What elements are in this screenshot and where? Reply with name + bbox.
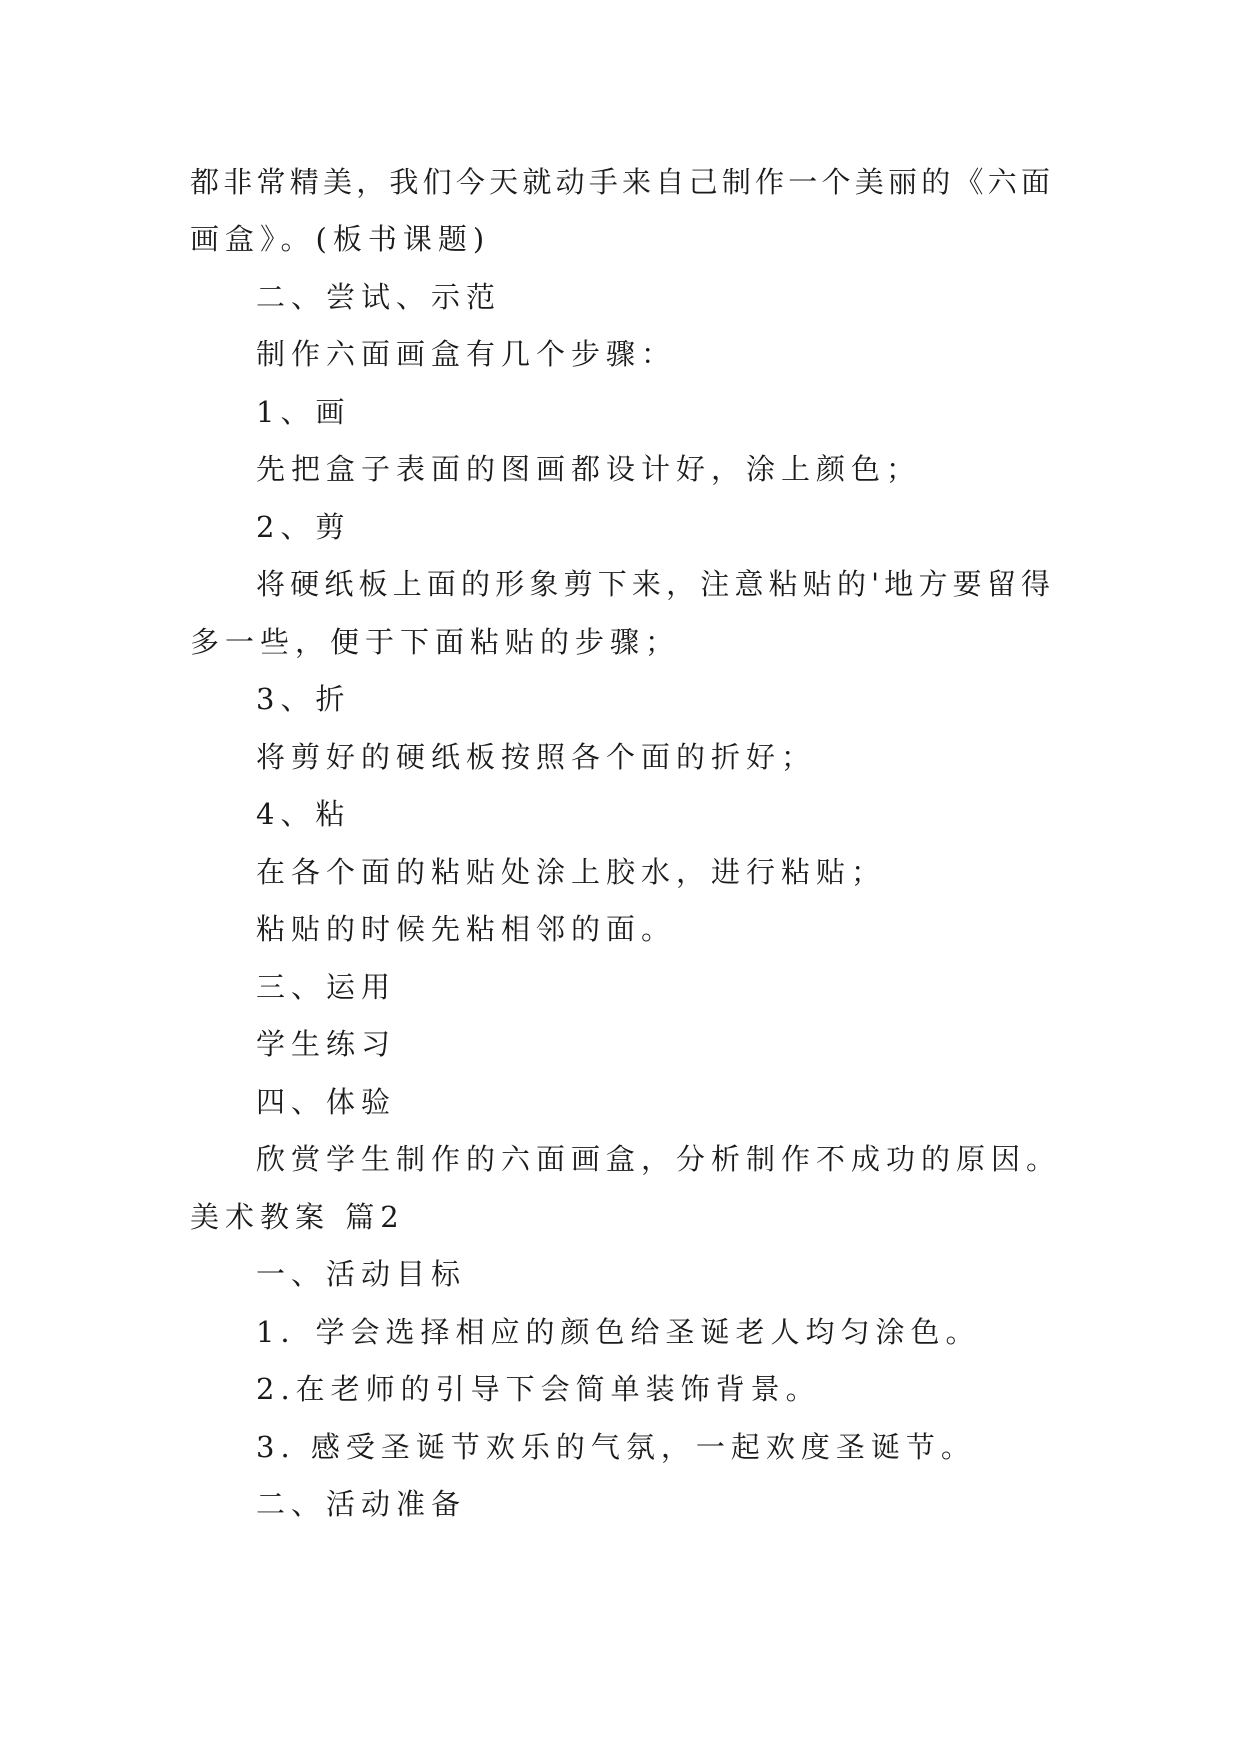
step-heading: 2、剪 [256,510,351,544]
paragraph-line: 欣赏学生制作的六面画盒，分析制作不成功的原因。 [256,1142,1062,1176]
list-item: 1．学会选择相应的颜色给圣诞老人均匀涂色。 [256,1315,981,1349]
paragraph-line: 在各个面的粘贴处涂上胶水，进行粘贴； [256,855,887,889]
paragraph-line: 学生练习 [256,1027,397,1061]
section-heading: 二、尝试、示范 [256,280,502,314]
paragraph-line: 多一些，便于下面粘贴的步骤； [190,625,681,659]
paragraph-line: 都非常精美，我们今天就动手来自己制作一个美丽的《六面 [190,165,1050,199]
section-heading: 三、运用 [256,970,397,1004]
section-heading: 四、体验 [256,1085,397,1119]
list-item: 2.在老师的引导下会简单装饰背景。 [256,1372,821,1406]
section-heading: 二、活动准备 [256,1487,467,1521]
paragraph-line: 将剪好的硬纸板按照各个面的折好； [256,740,817,774]
step-heading: 1、画 [256,395,351,429]
list-item: 3. 感受圣诞节欢乐的气氛，一起欢度圣诞节。 [256,1430,976,1464]
paragraph-line: 先把盒子表面的图画都设计好，涂上颜色； [256,452,922,486]
step-heading: 3、折 [256,682,351,716]
step-heading: 4、粘 [256,797,351,831]
paragraph-line: 粘贴的时候先粘相邻的面。 [256,912,677,946]
section-heading: 一、活动目标 [256,1257,467,1291]
paragraph-line: 制作六面画盒有几个步骤： [256,337,677,371]
article-heading: 美术教案 篇2 [190,1200,405,1234]
paragraph-line: 将硬纸板上面的形象剪下来，注意粘贴的'地方要留得 [256,567,1050,601]
paragraph-line: 画盒》。(板书课题) [190,222,491,256]
